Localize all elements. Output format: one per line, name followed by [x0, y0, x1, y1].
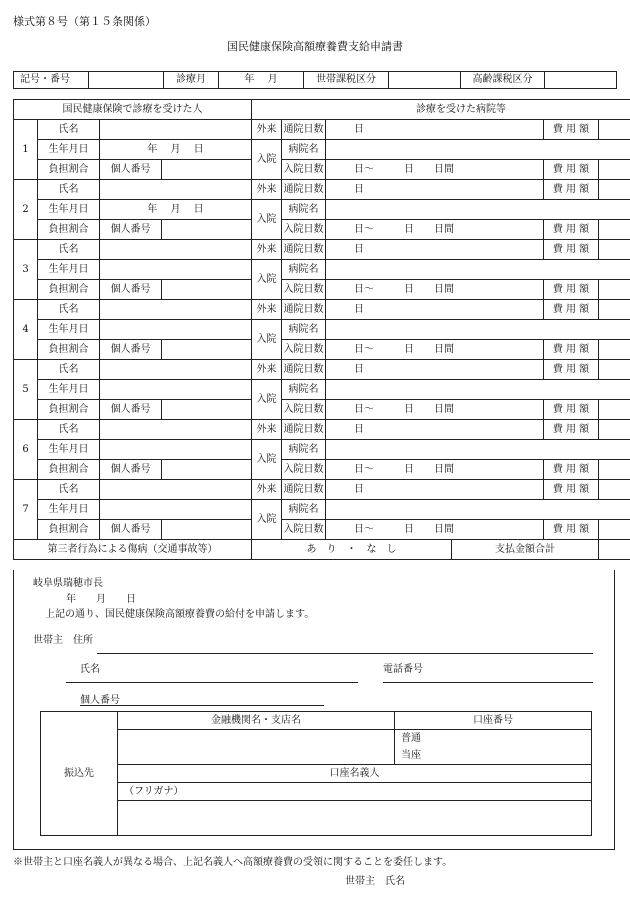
outpatient-label: 外来 [252, 420, 282, 440]
outpatient-days-field[interactable]: 日 [326, 120, 544, 140]
patient-number: 3 [14, 240, 38, 300]
inpatient-label: 入院 [252, 320, 282, 360]
footer-note: ※世帯主と口座名義人が異なる場合、上記名義人へ高額療養費の受領に関することを委任します。 [13, 857, 453, 868]
hospital-name-label: 病院名 [282, 320, 326, 340]
outpatient-days-field[interactable]: 日 [326, 420, 544, 440]
third-party-options[interactable]: あ り ・ な し [252, 540, 452, 560]
name-field[interactable] [100, 120, 252, 140]
inpatient-days-label: 入院日数 [282, 460, 326, 480]
household-tax-field[interactable] [389, 72, 461, 89]
personal-number-field[interactable] [162, 220, 252, 240]
cost-field[interactable] [599, 340, 630, 360]
personal-number-field[interactable] [162, 460, 252, 480]
patient-row [14, 300, 630, 320]
cost-field[interactable] [599, 480, 630, 500]
householder-signature-label: 世帯主 氏名 [345, 876, 405, 887]
inpatient-label: 入院 [252, 500, 282, 540]
birthdate-label: 生年月日 [38, 380, 100, 400]
current-option[interactable]: 当座 [395, 747, 592, 765]
cost-label: 費 用 額 [544, 300, 599, 320]
outpatient-days-label: 通院日数 [282, 240, 326, 260]
patient-row [14, 280, 630, 300]
hospital-name-field[interactable] [326, 440, 630, 460]
patient-row [14, 180, 630, 200]
patient-section-header: 国民健康保険で診療を受けた人 [14, 100, 252, 120]
total-payment-label: 支払金額合計 [452, 540, 599, 560]
birthdate-field[interactable] [100, 320, 252, 340]
cost-label: 費 用 額 [544, 460, 599, 480]
hospital-name-label: 病院名 [282, 140, 326, 160]
cost-field[interactable] [599, 400, 630, 420]
name-label: 氏名 [38, 300, 100, 320]
hospital-name-field[interactable] [326, 380, 630, 400]
personal-number-label: 個人番号 [100, 460, 162, 480]
outpatient-label: 外来 [252, 360, 282, 380]
cost-label: 費 用 額 [544, 520, 599, 540]
inpatient-days-label: 入院日数 [282, 400, 326, 420]
phone-label: 電話番号 [383, 664, 423, 675]
elderly-tax-label: 高齢課税区分 [461, 72, 545, 89]
inpatient-days-label: 入院日数 [282, 280, 326, 300]
treatment-month-field[interactable]: 年 月 [219, 72, 304, 89]
hospital-name-label: 病院名 [282, 260, 326, 280]
personal-number-line[interactable] [80, 705, 324, 706]
patient-row [14, 520, 630, 540]
household-tax-label: 世帯課税区分 [304, 72, 389, 89]
patient-row [14, 460, 630, 480]
personal-number-field[interactable] [162, 340, 252, 360]
outpatient-label: 外来 [252, 180, 282, 200]
name-line[interactable] [66, 682, 358, 683]
application-statement: 上記の通り、国民健康保険高額療養費の給付を申請します。 [45, 609, 315, 620]
burden-ratio-label: 負担割合 [38, 520, 100, 540]
cost-field[interactable] [599, 280, 630, 300]
patient-number: 5 [14, 360, 38, 420]
patient-number: 6 [14, 420, 38, 480]
outpatient-label: 外来 [252, 120, 282, 140]
inpatient-label: 入院 [252, 440, 282, 480]
cost-label: 費 用 額 [544, 420, 599, 440]
name-label: 氏名 [38, 480, 100, 500]
hospital-name-label: 病院名 [282, 440, 326, 460]
name-label: 氏名 [38, 180, 100, 200]
outpatient-label: 外来 [252, 300, 282, 320]
third-party-label: 第三者行為による傷病（交通事故等） [14, 540, 252, 560]
account-holder-field[interactable] [118, 801, 592, 836]
outpatient-days-label: 通院日数 [282, 120, 326, 140]
cost-label: 費 用 額 [544, 360, 599, 380]
outpatient-days-label: 通院日数 [282, 300, 326, 320]
outpatient-days-field[interactable]: 日 [326, 180, 544, 200]
personal-number-label: 個人番号 [100, 400, 162, 420]
burden-ratio-label: 負担割合 [38, 460, 100, 480]
inpatient-days-label: 入院日数 [282, 520, 326, 540]
elderly-tax-field[interactable] [545, 72, 617, 89]
total-payment-field[interactable] [599, 540, 630, 560]
patient-row [14, 440, 630, 460]
outpatient-days-label: 通院日数 [282, 420, 326, 440]
name-label: 氏名 [38, 240, 100, 260]
cost-label: 費 用 額 [544, 220, 599, 240]
ordinary-option[interactable]: 普通 [395, 730, 592, 748]
personal-number-field[interactable] [162, 160, 252, 180]
cost-field[interactable] [599, 360, 630, 380]
patient-row [14, 200, 630, 220]
header-table [13, 71, 617, 89]
name-field[interactable] [100, 180, 252, 200]
cost-field[interactable] [599, 120, 630, 140]
patient-number: 7 [14, 480, 38, 540]
patient-row [14, 480, 630, 500]
name-label: 氏名 [38, 360, 100, 380]
patient-number: 2 [14, 180, 38, 240]
patient-row [14, 400, 630, 420]
patient-row [14, 360, 630, 380]
personal-number-field[interactable] [162, 520, 252, 540]
patients-table [13, 99, 630, 560]
birthdate-label: 生年月日 [38, 200, 100, 220]
personal-number-label: 個人番号 [100, 280, 162, 300]
patient-number: 1 [14, 120, 38, 180]
burden-ratio-label: 負担割合 [38, 340, 100, 360]
birthdate-label: 生年月日 [38, 500, 100, 520]
name-field[interactable] [100, 420, 252, 440]
cost-label: 費 用 額 [544, 240, 599, 260]
birthdate-field[interactable] [100, 440, 252, 460]
outpatient-days-field[interactable]: 日 [326, 300, 544, 320]
patient-row [14, 340, 630, 360]
hospital-name-field[interactable] [326, 500, 630, 520]
cost-label: 費 用 額 [544, 400, 599, 420]
patient-row [14, 420, 630, 440]
householder-address-label: 世帯主 住所 [33, 635, 93, 646]
inpatient-label: 入院 [252, 260, 282, 300]
birthdate-label: 生年月日 [38, 140, 100, 160]
birthdate-label: 生年月日 [38, 440, 100, 460]
inpatient-days-label: 入院日数 [282, 160, 326, 180]
symbol-number-field[interactable] [89, 72, 164, 89]
cost-field[interactable] [599, 460, 630, 480]
document-title: 国民健康保険高額療養費支給申請書 [227, 40, 403, 53]
hospital-name-field[interactable] [326, 260, 630, 280]
birthdate-field[interactable]: 年 月 日 [100, 140, 252, 160]
inpatient-period-field[interactable]: 日～ 日 日間 [326, 400, 544, 420]
application-date[interactable]: 年 月 日 [66, 594, 136, 605]
hospital-section-header: 診療を受けた病院等 [252, 100, 630, 120]
cost-field[interactable] [599, 240, 630, 260]
cost-label: 費 用 額 [544, 480, 599, 500]
cost-label: 費 用 額 [544, 340, 599, 360]
burden-ratio-label: 負担割合 [38, 400, 100, 420]
patient-row [14, 320, 630, 340]
name-field[interactable] [100, 240, 252, 260]
burden-ratio-label: 負担割合 [38, 280, 100, 300]
outpatient-days-label: 通院日数 [282, 480, 326, 500]
outpatient-days-label: 通院日数 [282, 180, 326, 200]
hospital-name-label: 病院名 [282, 200, 326, 220]
personal-number-label: 個人番号 [100, 220, 162, 240]
birthdate-label: 生年月日 [38, 260, 100, 280]
inpatient-days-label: 入院日数 [282, 220, 326, 240]
hospital-name-label: 病院名 [282, 380, 326, 400]
institution-label: 金融機関名・支店名 [118, 712, 395, 730]
inpatient-period-field[interactable]: 日～ 日 日間 [326, 460, 544, 480]
patient-row [14, 260, 630, 280]
institution-field[interactable] [118, 730, 395, 765]
cost-field[interactable] [599, 160, 630, 180]
treatment-month-label: 診療月 [164, 72, 219, 89]
inpatient-period-field[interactable]: 日～ 日 日間 [326, 160, 544, 180]
account-number-label: 口座番号 [395, 712, 592, 730]
inpatient-label: 入院 [252, 200, 282, 240]
inpatient-label: 入院 [252, 140, 282, 180]
hospital-name-field[interactable] [326, 200, 630, 220]
birthdate-field[interactable] [100, 260, 252, 280]
patient-row [14, 500, 630, 520]
cost-label: 費 用 額 [544, 280, 599, 300]
hospital-name-label: 病院名 [282, 500, 326, 520]
inpatient-period-field[interactable]: 日～ 日 日間 [326, 280, 544, 300]
personal-number-label: 個人番号 [100, 160, 162, 180]
name-field[interactable] [100, 360, 252, 380]
inpatient-period-field[interactable]: 日～ 日 日間 [326, 220, 544, 240]
burden-ratio-label: 負担割合 [38, 160, 100, 180]
hospital-name-field[interactable] [326, 320, 630, 340]
phone-line[interactable] [383, 682, 593, 683]
cost-label: 費 用 額 [544, 160, 599, 180]
birthdate-field[interactable] [100, 380, 252, 400]
patient-row [14, 380, 630, 400]
cost-field[interactable] [599, 220, 630, 240]
personal-number-field[interactable] [162, 280, 252, 300]
bank-table [40, 711, 592, 836]
outpatient-days-field[interactable]: 日 [326, 360, 544, 380]
outpatient-days-field[interactable]: 日 [326, 240, 544, 260]
personal-number-label: 個人番号 [100, 520, 162, 540]
outpatient-days-label: 通院日数 [282, 360, 326, 380]
cost-label: 費 用 額 [544, 120, 599, 140]
inpatient-period-field[interactable]: 日～ 日 日間 [326, 520, 544, 540]
cost-label: 費 用 額 [544, 180, 599, 200]
personal-number-label: 個人番号 [100, 340, 162, 360]
outpatient-label: 外来 [252, 480, 282, 500]
burden-ratio-label: 負担割合 [38, 220, 100, 240]
symbol-number-label: 記号・番号 [14, 72, 89, 89]
name-field[interactable] [100, 300, 252, 320]
personal-number-field[interactable] [162, 400, 252, 420]
patient-row [14, 240, 630, 260]
inpatient-period-field[interactable]: 日～ 日 日間 [326, 340, 544, 360]
patient-row [14, 140, 630, 160]
hospital-name-field[interactable] [326, 140, 630, 160]
recipient: 岐阜県瑞穂市長 [33, 578, 103, 589]
birthdate-field[interactable] [100, 500, 252, 520]
householder-name-label: 氏名 [80, 664, 100, 675]
inpatient-label: 入院 [252, 380, 282, 420]
name-label: 氏名 [38, 120, 100, 140]
name-field[interactable] [100, 480, 252, 500]
personal-number-label: 個人番号 [80, 695, 120, 706]
cost-field[interactable] [599, 520, 630, 540]
name-label: 氏名 [38, 420, 100, 440]
account-holder-label: 口座名義人 [118, 765, 592, 783]
cost-field[interactable] [599, 300, 630, 320]
outpatient-days-field[interactable]: 日 [326, 480, 544, 500]
form-number: 様式第８号（第１５条関係） [13, 15, 156, 28]
outpatient-label: 外来 [252, 240, 282, 260]
patient-row [14, 220, 630, 240]
address-line[interactable] [97, 653, 593, 654]
cost-field[interactable] [599, 420, 630, 440]
inpatient-days-label: 入院日数 [282, 340, 326, 360]
patient-row [14, 120, 630, 140]
furigana-field[interactable]: （フリガナ） [118, 783, 592, 801]
birthdate-field[interactable]: 年 月 日 [100, 200, 252, 220]
patient-row [14, 160, 630, 180]
birthdate-label: 生年月日 [38, 320, 100, 340]
patient-number: 4 [14, 300, 38, 360]
transfer-to-label: 振込先 [41, 712, 118, 836]
cost-field[interactable] [599, 180, 630, 200]
